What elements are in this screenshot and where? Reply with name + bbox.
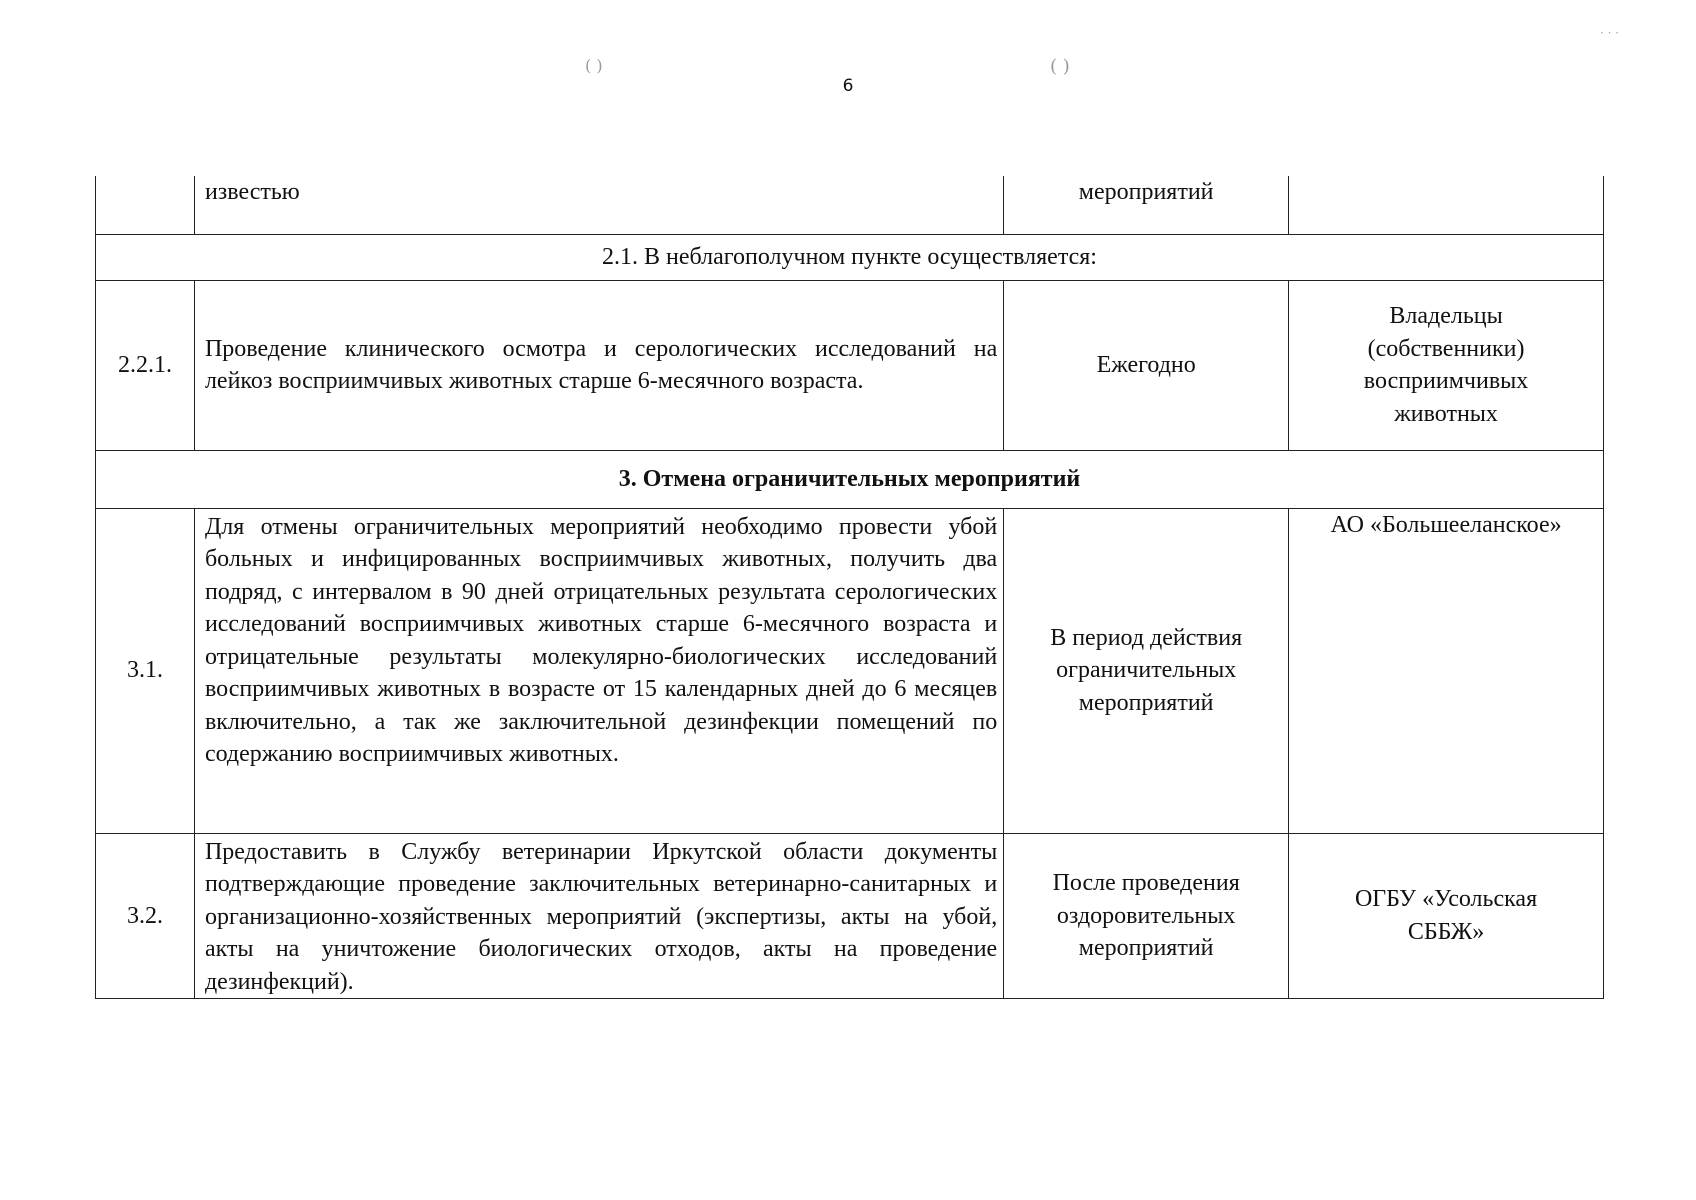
cell-num: 3.2. — [96, 833, 195, 999]
responsible-line: животных — [1394, 400, 1498, 427]
cell-responsible — [1289, 280, 1604, 450]
measures-table — [95, 176, 1604, 999]
deadline-line: ограничительных — [1056, 657, 1237, 684]
table-row-continuation — [96, 176, 1604, 234]
deadline-line: В период действия — [1050, 624, 1243, 651]
cell-responsible — [1289, 833, 1604, 999]
cell-responsible: АО «Большееланское» — [1289, 508, 1604, 833]
cell-num: 2.2.1. — [96, 280, 195, 450]
cell-num: 3.1. — [96, 508, 195, 833]
deadline-line: оздоровительных — [1056, 902, 1236, 929]
cell-description: известью — [194, 176, 1003, 234]
cell-description: Проведение клинического осмотра и серологических исследований на лейкоз восприимчивых животных старше 6-месячного возраста. — [194, 280, 1003, 450]
cell-num — [96, 176, 195, 234]
subsection-title: 2.1. В неблагополучном пункте осуществляется: — [96, 234, 1604, 280]
responsible-line: ОГБУ «Усольская — [1354, 886, 1538, 913]
cell-description: Предоставить в Службу ветеринарии Иркутской области документы подтверждающие проведение заключительных ветеринарно-санитарных и организационно-хозяйственных мероприятий (экспертизы, акты на убой, акты на уничтожение биологических отходов, акты на проведение дезинфекций). — [194, 833, 1003, 999]
cell-deadline — [1004, 508, 1289, 833]
table-row-subsection — [96, 234, 1604, 280]
responsible-line: (собственники) — [1367, 335, 1525, 362]
table-row-section-heading — [96, 450, 1604, 508]
table-row-2-2-1 — [96, 280, 1604, 450]
responsible-line: СББЖ» — [1407, 918, 1485, 945]
cell-responsible — [1289, 176, 1604, 234]
cell-deadline — [1004, 833, 1289, 999]
responsible-line: восприимчивых — [1363, 368, 1529, 394]
scan-mark-right: ( ) — [1050, 56, 1070, 77]
deadline-line: После проведения — [1052, 870, 1240, 896]
scan-mark-corner: · · · — [1600, 26, 1620, 40]
scan-mark-left: ( ) — [585, 56, 603, 75]
table-row-3-2 — [96, 833, 1604, 999]
page-number: 6 — [842, 76, 854, 96]
section-title: 3. Отмена ограничительных мероприятий — [96, 450, 1604, 508]
cell-deadline: мероприятий — [1004, 176, 1289, 234]
responsible-line: Владельцы — [1389, 303, 1503, 329]
table-row-3-1 — [96, 508, 1604, 833]
deadline-line: мероприятий — [1078, 935, 1214, 961]
cell-deadline: Ежегодно — [1004, 280, 1289, 450]
deadline-line: мероприятий — [1078, 689, 1214, 716]
cell-description: Для отмены ограничительных мероприятий необходимо провести убой больных и инфицированных восприимчивых животных, получить два подряд, с интервалом в 90 дней отрицательных результата серологических исследований восприимчивых животных старше 6-месячного возраста и отрицательные результаты молекулярно-биологических исследований восприимчивых животных в возрасте от 15 календарных дней до 6 месяцев включительно, а так же заключительной дезинфекции помещений по содержанию восприимчивых животных. — [194, 508, 1003, 833]
